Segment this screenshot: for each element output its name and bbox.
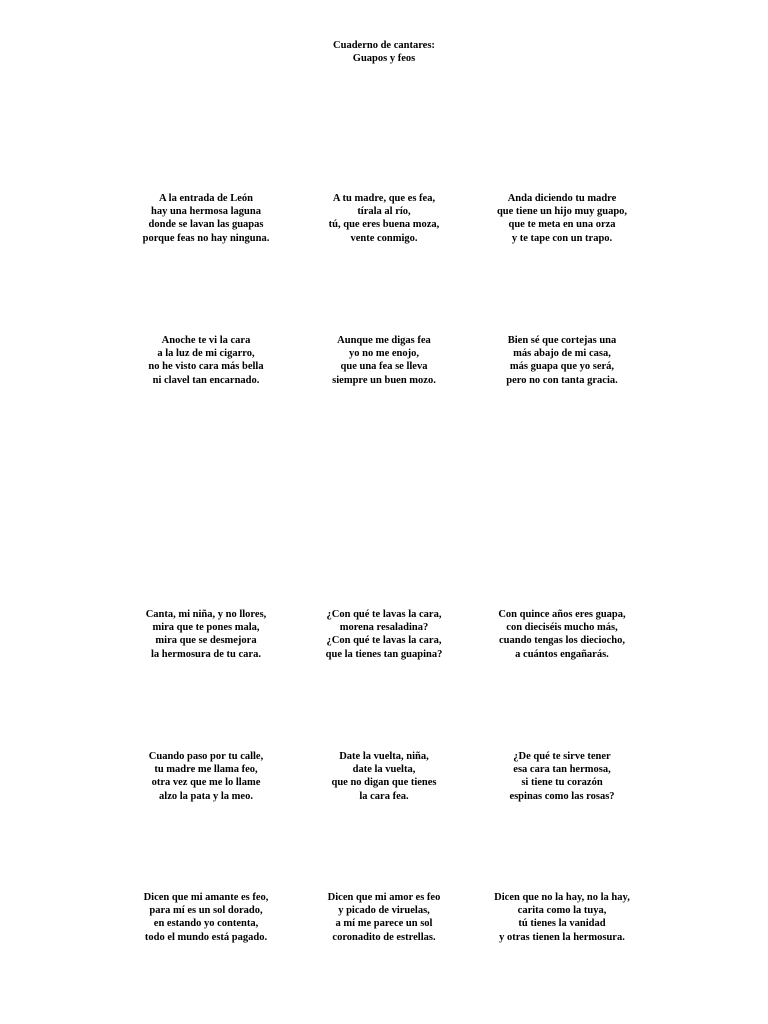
verse-line: siempre un buen mozo. <box>332 374 436 386</box>
stanza <box>462 192 662 245</box>
verse-line: la hermosura de tu cara. <box>151 648 261 660</box>
verse-line: y picado de viruelas, <box>338 905 430 917</box>
verse-line: Dicen que mi amante es feo, <box>143 892 269 903</box>
stanza <box>106 608 306 661</box>
stanza <box>462 750 662 803</box>
verse-line: morena resaladina? <box>339 622 429 634</box>
verse-line: a mí me parece un sol <box>335 918 433 930</box>
title-line-1: Cuaderno de cantares: <box>333 40 435 51</box>
verse-line: Dicen que mi amor es feo <box>327 892 441 903</box>
verse-line: que tiene un hijo muy guapo, <box>496 206 628 218</box>
verse-line: que no digan que tienes <box>331 777 437 789</box>
page-title <box>0 39 768 65</box>
verse-line: mira que se desmejora <box>155 635 257 647</box>
verse-line: no he visto cara más bella <box>148 361 264 373</box>
verse-line: ¿Con qué te lavas la cara, <box>326 635 442 647</box>
verse-line: coronadito de estrellas. <box>332 931 436 943</box>
verse-line: y te tape con un trapo. <box>511 232 613 244</box>
verse-line: a la luz de mi cigarro, <box>157 348 255 360</box>
verse-line: espinas como las rosas? <box>509 790 615 802</box>
verse-line: A tu madre, que es fea, <box>332 193 436 204</box>
verse-line: Con quince años eres guapa, <box>498 609 626 620</box>
verse-line: otra vez que me lo llame <box>151 777 261 789</box>
verse-line: tu madre me llama feo, <box>154 764 258 776</box>
verse-line: vente conmigo. <box>350 232 418 244</box>
verse-line: hay una hermosa laguna <box>151 206 261 218</box>
verse-line: con dieciséis mucho más, <box>506 622 618 634</box>
verse-line: carita como la tuya, <box>517 905 607 917</box>
stanza <box>106 334 306 387</box>
verse-line: tú tienes la vanidad <box>518 918 606 930</box>
stanza <box>284 334 484 387</box>
verse-line: que una fea se lleva <box>340 361 428 373</box>
verse-line: cuando tengas los dieciocho, <box>498 635 625 647</box>
verse-line: en estando yo contenta, <box>153 918 259 930</box>
verse-line: A la entrada de León <box>159 193 253 204</box>
verse-line: a cuántos engañarás. <box>515 648 609 660</box>
verse-line: Canta, mi niña, y no llores, <box>145 609 267 620</box>
verse-line: Anda diciendo tu madre <box>507 193 617 204</box>
verse-line: Bien sé que cortejas una <box>507 335 617 346</box>
stanza <box>284 891 484 944</box>
stanza <box>106 192 306 245</box>
verse-line: más guapa que yo será, <box>509 361 615 373</box>
verse-line: donde se lavan las guapas <box>148 219 264 231</box>
verse-line: la cara fea. <box>359 790 409 802</box>
verse-line: mira que te pones mala, <box>152 622 260 634</box>
stanza <box>462 334 662 387</box>
verse-line: todo el mundo está pagado. <box>144 931 268 943</box>
verse-line: Cuando paso por tu calle, <box>148 751 264 762</box>
title-line-2: Guapos y feos <box>352 53 416 64</box>
verse-line: Anoche te vi la cara <box>161 335 251 346</box>
verse-line: Date la vuelta, niña, <box>339 751 429 762</box>
verse-line: que te meta en una orza <box>508 219 616 231</box>
verse-line: porque feas no hay ninguna. <box>142 232 270 244</box>
verse-line: tú, que eres buena moza, <box>328 219 440 231</box>
verse-line: Aunque me digas fea <box>337 335 431 346</box>
verse-line: alzo la pata y la meo. <box>159 790 253 802</box>
stanza <box>284 192 484 245</box>
stanza <box>284 608 484 661</box>
verse-line: ¿De qué te sirve tener <box>513 751 611 762</box>
verse-line: ni clavel tan encarnado. <box>152 374 260 386</box>
verse-line: más abajo de mi casa, <box>513 348 611 360</box>
verse-line: que la tienes tan guapina? <box>325 648 443 660</box>
verse-line: y otras tienen la hermosura. <box>499 931 625 943</box>
stanza <box>462 608 662 661</box>
verse-line: yo no me enojo, <box>349 348 419 360</box>
verse-line: Dicen que no la hay, no la hay, <box>494 892 630 903</box>
verse-line: esa cara tan hermosa, <box>513 764 611 776</box>
verse-line: date la vuelta, <box>352 764 416 776</box>
stanza <box>462 891 662 944</box>
verse-line: si tiene tu corazón <box>521 777 603 789</box>
stanza <box>284 750 484 803</box>
stanza <box>106 891 306 944</box>
verse-line: para mí es un sol dorado, <box>149 905 263 917</box>
verse-line: ¿Con qué te lavas la cara, <box>326 609 442 620</box>
stanza <box>106 750 306 803</box>
verse-line: tírala al río, <box>357 206 411 218</box>
verse-line: pero no con tanta gracia. <box>506 374 618 386</box>
